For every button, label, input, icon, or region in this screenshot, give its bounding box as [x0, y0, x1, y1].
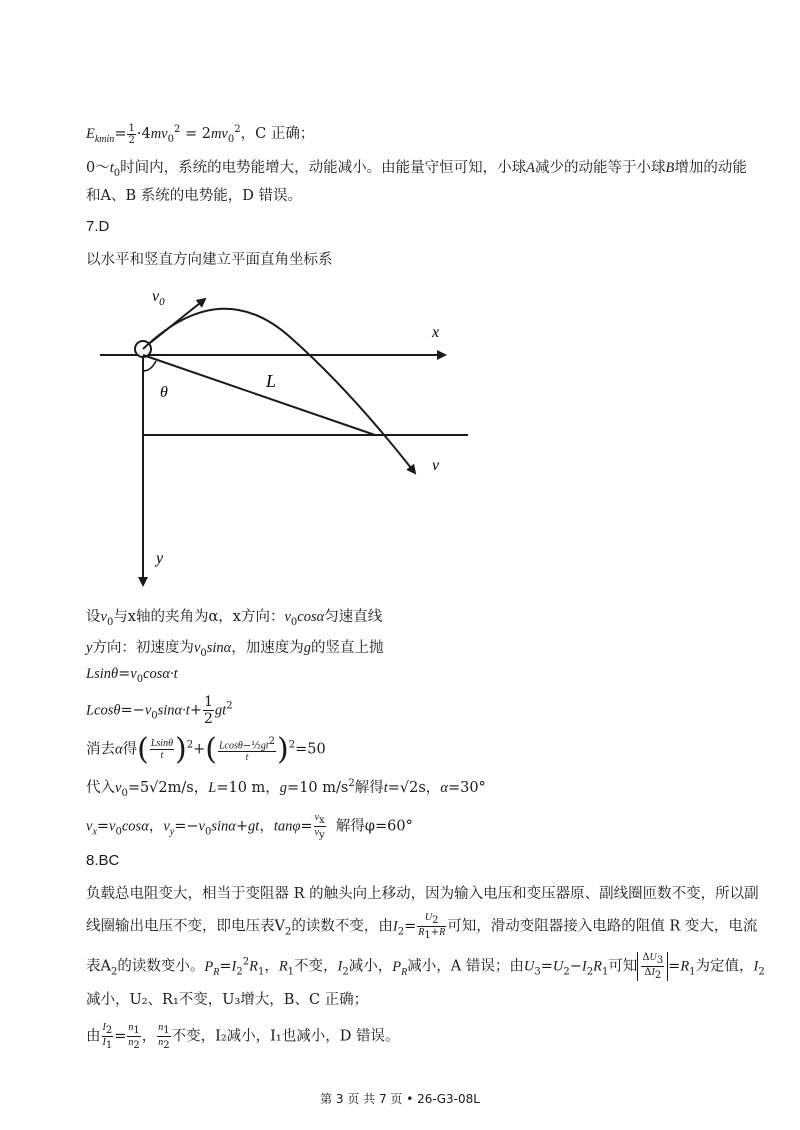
q7-velocity: $v_x=v_0\cos\alpha$，$v_y=-v_0\sin\alpha+gt$，tanφ= $\frac{v_x}{v_y}$ 解得φ=60° [86, 812, 413, 841]
question-7-intro: 以水平和竖直方向建立平面直角坐标系 [86, 252, 333, 268]
text-line-2: $0\sim t_0$时间内，系统的电势能增大，动能减小。由能量守恒可知，小球A减少的动能等于小球B增加的动能 [86, 160, 747, 179]
v-label: v [432, 457, 440, 474]
q8-para-3: 表$A_2$的读数变小。$P_R=I_2^2R_1$，$R_1$不变，$I_2$减小，$P_R$减小，A 错误；由$U_3=U_2-I_2R_1$可知 $\frac{\Delta U_3}{\Delta I_2}$ $=R_1$为定值，$I_2$ [86, 952, 765, 981]
theta-label: θ [160, 384, 168, 401]
y-label: y [156, 550, 164, 567]
q7-eq-x: $Lsin\theta=v_0\cos\alpha\cdot t$ [86, 666, 178, 685]
x-label: x [432, 324, 440, 341]
L-label: L [266, 371, 277, 391]
text-line-3: 和A、B 系统的电势能，D 错误。 [86, 188, 302, 204]
q8-para-4: 减小，U₂、R₁不变，U₃增大，B、C 正确； [86, 992, 369, 1008]
q7-eq-y: $Lcos\theta=-v_0\sin\alpha\cdot t+$ $\frac{1}{2}$ $gt^2$ [86, 694, 233, 727]
trajectory-curve [143, 309, 415, 473]
q7-eliminate: 消去α得( $\frac{Lsin\theta}{t}$ )$^2$+( $\frac{Lcos\theta-\frac{1}{2}gt^2}{t}$ )$^2$=50 [86, 732, 326, 767]
displacement-L [143, 355, 375, 435]
v0-label: $v_0$ [152, 288, 165, 308]
q8-para-5: 由 $\frac{I_2}{I_1}$ = $\frac{n_1}{n_2}$ ， $\frac{n_1}{n_2}$ 不变，I₂减小，I₁也减小，D 错误。 [86, 1022, 400, 1051]
q7-substitute: 代入$v_0=5√2m/s$，L=10 m，g=10 $m/s^2$解得t=√2s，α=30° [86, 778, 486, 799]
q7-step-1: 设$v_0$与x轴的夹角为α，x方向：$v_0\cos\alpha$匀速直线 [86, 609, 383, 628]
q7-step-2: y方向：初速度为$v_0\sin\alpha$，加速度为g的竖直上抛 [86, 640, 384, 659]
question-8-label: 8.BC [86, 852, 120, 869]
energy-formula: $E_{kmin}=$ $\frac{1}{2}$ $\cdot 4mv_0^2 = 2mv_0^2$，C 正确； [86, 122, 315, 146]
question-7-label: 7.D [86, 218, 110, 235]
page-footer: 第 3 页 共 7 页 • 26-G3-08L [320, 1092, 480, 1106]
q8-para-2: 线圈输出电压不变，即电压表$V_2$的读数不变，由$I_2=$ $\frac{U_2}{R_1+R}$ 可知，滑动变阻器接入电路的阻值 R 变大，电流 [86, 912, 758, 941]
theta-arc [143, 361, 156, 371]
projectile-diagram [90, 285, 490, 595]
q8-para-1: 负载总电阻变大，相当于变阻器 R 的触头向上移动，因为输入电压和变压器原、副线圈匝数不变，所以副 [86, 886, 759, 902]
